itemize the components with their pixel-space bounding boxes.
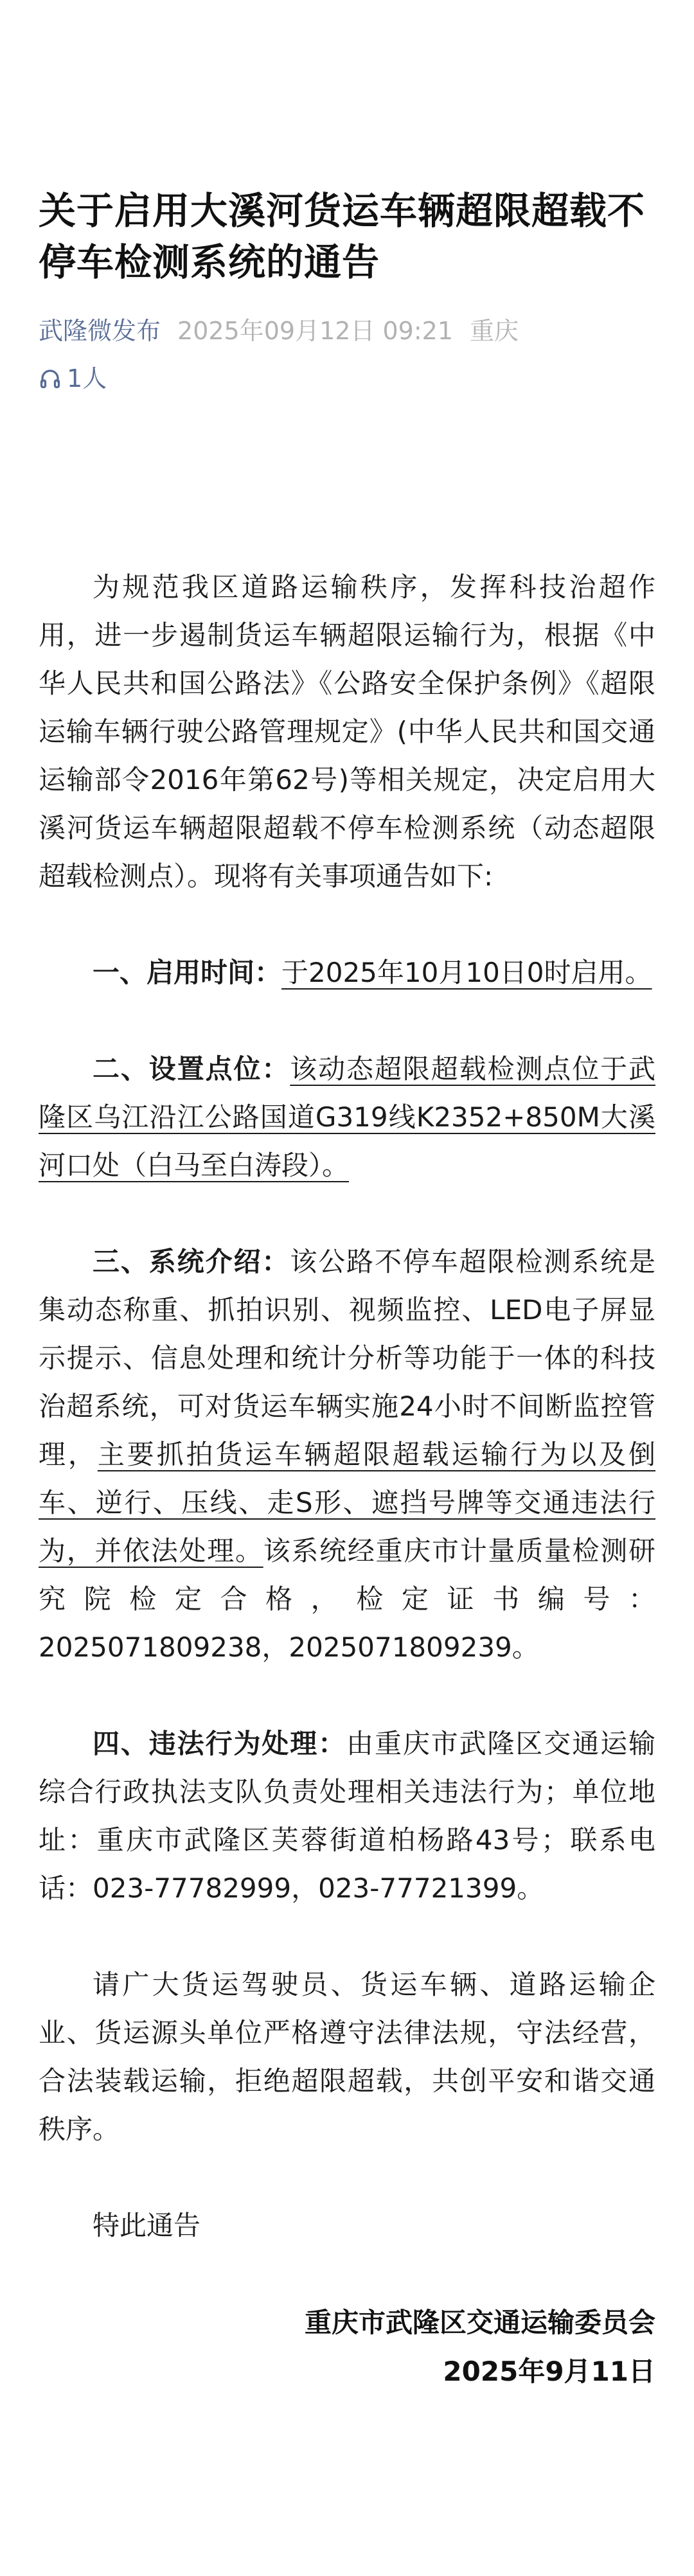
article-meta: [39, 314, 655, 348]
signature-block: [39, 2298, 655, 2396]
start-time-text: 于2025年10月10日0时启用。: [281, 957, 652, 988]
notice-line: 特此通告: [93, 2210, 201, 2241]
section-violation: [39, 1719, 655, 1912]
section-label: 一、启用时间：: [93, 957, 282, 988]
section-system: [39, 1238, 655, 1671]
section-location: [39, 1045, 655, 1189]
section-label: 二、设置点位：: [93, 1053, 290, 1085]
publish-location: 重庆: [470, 317, 519, 345]
section-label: 三、系统介绍：: [93, 1246, 290, 1277]
system-text-3: 该系统经重庆市计量质量检测研究院检定合格，检定证书编号：2025071809238，2025071809239。: [39, 1535, 655, 1663]
headphones-icon: [39, 367, 62, 390]
article-body: [39, 563, 655, 2396]
article-title: 关于启用大溪河货运车辆超限超载不停车检测系统的通告: [39, 189, 646, 284]
system-text-2: 主要抓拍货运车辆超限超载运输行为以及倒车、逆行、压线、走S形、遮挡号牌等交通违法行为，并依法处理。: [39, 1439, 655, 1567]
author-link[interactable]: 武隆微发布: [39, 317, 161, 345]
intro-paragraph: 为规范我区道路运输秩序，发挥科技治超作用，进一步遏制货运车辆超限运输行为，根据《中华人民共和国公路法》《公路安全保护条例》《超限运输车辆行驶公路管理规定》(中华人民共和国交通运输部令2016年第62号)等相关规定，决定启用大溪河货运车辆超限超载不停车检测系统（动态超限超载检测点）。现将有关事项通告如下:: [39, 571, 655, 892]
publish-datetime: 2025年09月12日 09:21: [177, 317, 454, 345]
system-text-1: 该公路不停车超限检测系统是集动态称重、抓拍识别、视频监控、LED电子屏显示提示、信息处理和统计分析等功能于一体的科技治超系统，可对货运车辆实施24小时不间断监控管理，: [39, 1246, 655, 1470]
section-label: 四、违法行为处理：: [93, 1728, 347, 1759]
appeal-paragraph: 请广大货运驾驶员、货运车辆、道路运输企业、货运源头单位严格遵守法律法规，守法经营，合法装载运输，拒绝超限超载，共创平安和谐交通秩序。: [39, 1969, 655, 2145]
signature-date: 2025年9月11日: [443, 2356, 655, 2387]
listen-button[interactable]: [39, 361, 655, 396]
location-text: 该动态超限超载检测点位于武隆区乌江沿江公路国道G319线K2352+850M大溪河口处（白马至白涛段）。: [39, 1053, 655, 1181]
violation-text: 由重庆市武隆区交通运输综合行政执法支队负责处理相关违法行为；单位地址：重庆市武隆区芙蓉街道柏杨路43号；联系电话：023-77782999，023-77721399。: [39, 1728, 655, 1904]
signature-org: 重庆市武隆区交通运输委员会: [304, 2307, 655, 2338]
listen-count: 1人: [67, 364, 107, 393]
section-start-time: [39, 948, 655, 997]
